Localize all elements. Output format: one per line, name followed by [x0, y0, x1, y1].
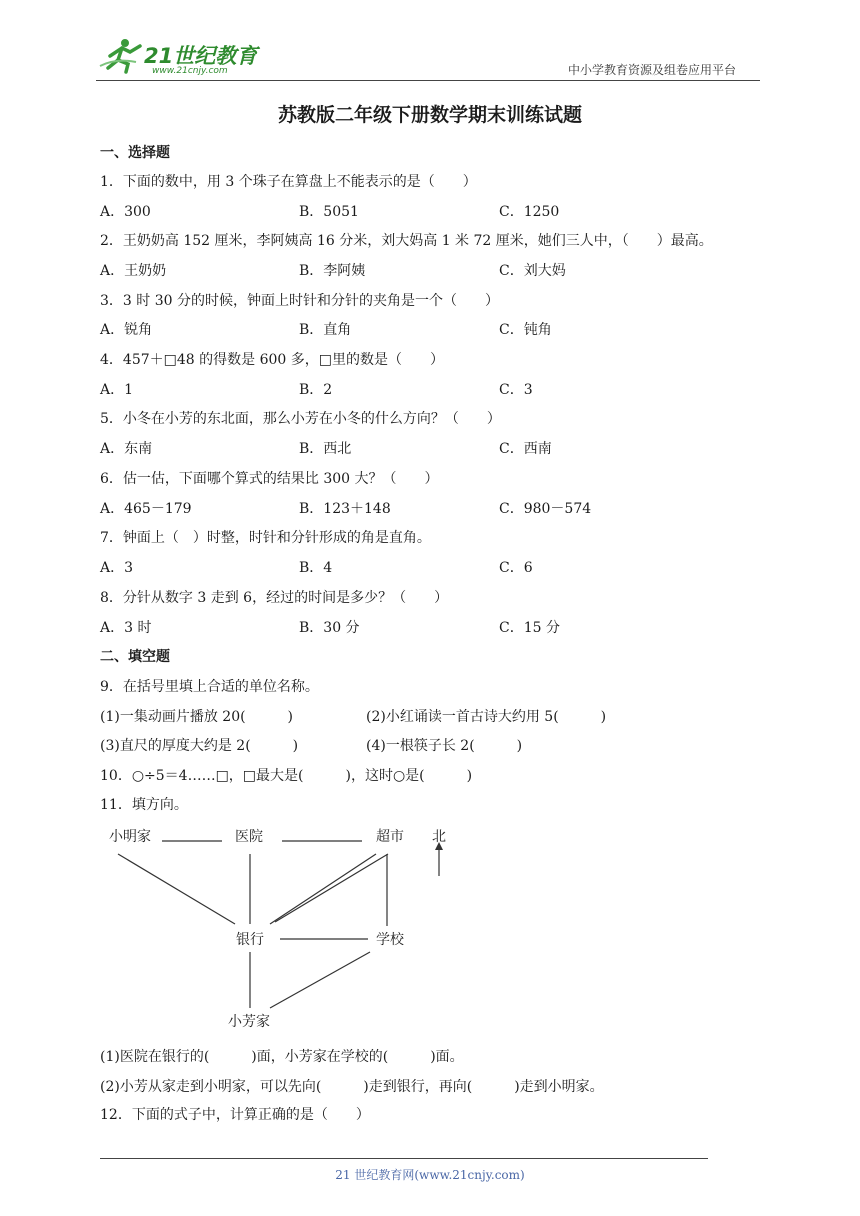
map-label-xiaoming-home: 小明家 — [109, 829, 151, 845]
question-1: 1．下面的数中，用 3 个珠子在算盘上不能表示的是（ ） — [100, 174, 477, 190]
question-9: 9．在括号里填上合适的单位名称。 — [100, 679, 319, 695]
q11-subquestion-1: (1)医院在银行的( )面，小芳家在学校的( )面。 — [100, 1049, 464, 1065]
logo-text: 21世纪教育 — [144, 44, 258, 68]
map-label-school: 学校 — [376, 932, 404, 948]
q9-item-3: (3)直尺的厚度大约是 2( ) — [100, 738, 299, 754]
option-c: C．6 — [499, 560, 533, 576]
q11-subquestion-2: (2)小芳从家走到小明家，可以先向( )走到银行，再向( )走到小明家。 — [100, 1079, 604, 1095]
question-5: 5．小冬在小芳的东北面，那么小芳在小冬的什么方向？（ ） — [100, 411, 501, 427]
direction-map — [100, 818, 460, 1038]
option-c: C．15 分 — [499, 620, 560, 636]
question-7: 7．钟面上（ ）时整，时针和分针形成的角是直角。 — [100, 530, 431, 546]
option-a: A．3 时 — [100, 620, 152, 636]
logo-url: www.21cnjy.com — [152, 66, 228, 76]
option-b: B．123＋148 — [299, 501, 391, 517]
map-label-north: 北 — [432, 829, 446, 845]
option-a: A．锐角 — [100, 322, 153, 338]
q9-item-4: (4)一根筷子长 2( ) — [366, 738, 523, 754]
option-c: C．钝角 — [499, 322, 552, 338]
map-label-supermarket: 超市 — [376, 829, 404, 845]
page-title: 苏教版二年级下册数学期末训练试题 — [277, 104, 582, 126]
map-label-bank: 银行 — [236, 932, 264, 948]
option-b: B．4 — [299, 560, 333, 576]
footer-text: 21 世纪教育网(www.21cnjy.com) — [335, 1168, 525, 1182]
question-2: 2．王奶奶高 152 厘米，李阿姨高 16 分米，刘大妈高 1 米 72 厘米，她们三人中，（ ）最高。 — [100, 233, 713, 249]
option-b: B．直角 — [299, 322, 352, 338]
question-10: 10．○÷5＝4……□，□最大是( )，这时○是( ) — [100, 768, 473, 784]
option-c: C．刘大妈 — [499, 263, 566, 279]
option-c: C．980－574 — [499, 501, 592, 517]
option-b: B．2 — [299, 382, 333, 398]
question-3: 3．3 时 30 分的时候，钟面上时针和分针的夹角是一个（ ） — [100, 293, 499, 309]
question-6: 6．估一估，下面哪个算式的结果比 300 大？（ ） — [100, 471, 439, 487]
option-a: A．东南 — [100, 441, 153, 457]
map-label-hospital: 医院 — [235, 829, 263, 845]
site-logo — [96, 34, 266, 78]
option-a: A．1 — [100, 382, 134, 398]
question-12: 12．下面的式子中，计算正确的是（ ） — [100, 1107, 370, 1123]
option-a: A．300 — [100, 204, 151, 220]
header-divider — [96, 80, 760, 81]
option-b: B．30 分 — [299, 620, 360, 636]
footer-divider — [100, 1158, 708, 1159]
question-4: 4．457＋□48 的得数是 600 多，□里的数是（ ） — [100, 352, 444, 368]
section-heading-choice: 一、选择题 — [100, 145, 170, 161]
option-c: C．1250 — [499, 204, 560, 220]
option-a: A．王奶奶 — [100, 263, 167, 279]
option-c: C．3 — [499, 382, 533, 398]
map-label-xiaofang-home: 小芳家 — [228, 1014, 270, 1030]
option-a: A．465－179 — [100, 501, 192, 517]
option-c: C．西南 — [499, 441, 552, 457]
option-b: B．李阿姨 — [299, 263, 366, 279]
section-heading-fill: 二、填空题 — [100, 649, 170, 665]
q9-item-1: (1)一集动画片播放 20( ) — [100, 709, 294, 725]
option-b: B．西北 — [299, 441, 352, 457]
platform-name: 中小学教育资源及组卷应用平台 — [568, 63, 737, 77]
option-b: B．5051 — [299, 204, 359, 220]
q9-item-2: (2)小红诵读一首古诗大约用 5( ) — [366, 709, 607, 725]
option-a: A．3 — [100, 560, 134, 576]
question-11: 11．填方向。 — [100, 797, 188, 813]
question-8: 8．分针从数字 3 走到 6，经过的时间是多少？（ ） — [100, 590, 449, 606]
